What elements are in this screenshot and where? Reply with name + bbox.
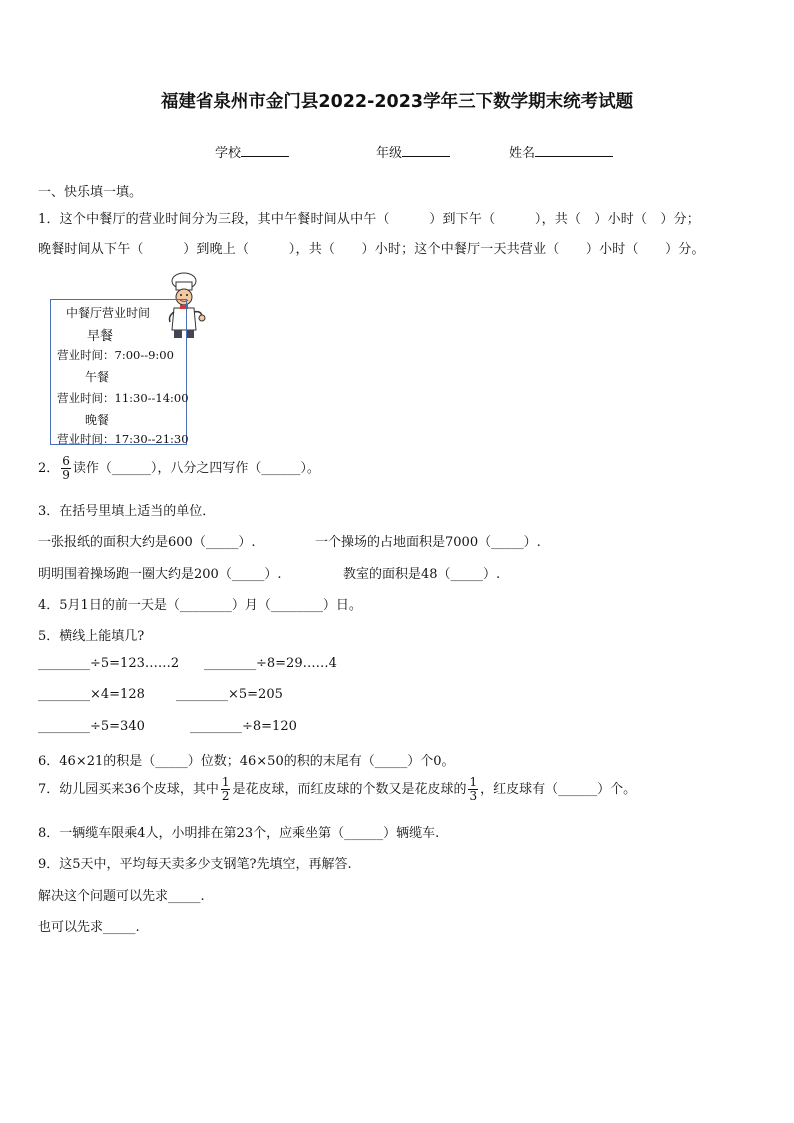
question-2-text: 读作（______），八分之四写作（______）。 xyxy=(72,461,320,476)
question-5-a: ________÷5=123……2 xyxy=(38,656,180,671)
question-6: 6．46×21的积是（_____）位数；46×50的积的末尾有（_____）个0。 xyxy=(38,754,455,769)
grade-field[interactable] xyxy=(376,142,450,161)
hours-table xyxy=(50,299,187,445)
dinner-time: 营业时间：17:30--21:30 xyxy=(57,432,189,446)
question-2 xyxy=(38,455,320,482)
question-3-d: 教室的面积是48（_____）. xyxy=(343,567,501,582)
question-9-heading: 9．这5天中，平均每天卖多少支钢笔?先填空，再解答. xyxy=(38,857,352,872)
question-5-heading: 5．横线上能填几? xyxy=(38,629,145,644)
fraction-one-third xyxy=(468,776,478,803)
breakfast-time: 营业时间：7:00--9:00 xyxy=(57,348,174,362)
question-2-number: 2． xyxy=(38,461,60,476)
question-5-b: ________÷8=29……4 xyxy=(204,656,337,671)
fraction-numerator: 6 xyxy=(62,454,70,468)
page-title: 福建省泉州市金门县2022-2023学年三下数学期末统考试题 xyxy=(160,92,634,112)
lunch-time: 营业时间：11:30--14:00 xyxy=(57,391,189,405)
school-label: 学校 xyxy=(215,146,242,161)
question-7-part-a: 7．幼儿园买来36个皮球，其中 xyxy=(38,782,219,797)
question-4: 4．5月1日的前一天是（________）月（________）日。 xyxy=(38,598,362,613)
school-field[interactable] xyxy=(215,142,289,161)
fraction-numerator: 1 xyxy=(469,775,478,789)
question-9-b: 也可以先求_____. xyxy=(38,920,140,935)
name-label: 姓名 xyxy=(509,146,536,161)
fraction-denominator: 3 xyxy=(469,789,478,803)
question-5-d: ________×5=205 xyxy=(176,687,283,702)
fraction-denominator: 9 xyxy=(62,468,70,482)
fraction-numerator: 1 xyxy=(221,775,230,789)
question-1-line-2: 晚餐时间从下午（ ）到晚上（ ），共（ ）小时；这个中餐厅一天共营业（ ）小时（ ）分。 xyxy=(38,242,705,257)
fraction-one-half xyxy=(221,776,231,803)
question-7 xyxy=(38,776,636,803)
question-3-heading: 3．在括号里填上适当的单位． xyxy=(38,504,216,519)
name-field[interactable] xyxy=(509,142,613,161)
question-8: 8．一辆缆车限乘4人，小明排在第23个，应乘坐第（______）辆缆车. xyxy=(38,826,440,841)
breakfast-label: 早餐 xyxy=(87,329,114,344)
question-5-c: ________×4=128 xyxy=(38,687,145,702)
hours-heading: 中餐厅营业时间 xyxy=(66,306,151,320)
lunch-label: 午餐 xyxy=(85,370,110,384)
question-1-line-1: 1．这个中餐厅的营业时间分为三段，其中午餐时间从中午（ ）到下午（ ），共（ ）小时（ ）分； xyxy=(38,212,700,227)
question-5-f: ________÷8=120 xyxy=(190,719,297,734)
fraction-six-ninths xyxy=(61,455,71,482)
dinner-label: 晚餐 xyxy=(85,413,110,427)
grade-blank[interactable] xyxy=(402,143,450,157)
question-3-c: 明明围着操场跑一圈大约是200（_____）. xyxy=(38,567,282,582)
school-blank[interactable] xyxy=(241,143,289,157)
name-blank[interactable] xyxy=(535,143,613,157)
question-5-e: ________÷5=340 xyxy=(38,719,145,734)
question-7-part-b: 是花皮球，而红皮球的个数又是花皮球的 xyxy=(232,782,467,797)
question-3-b: 一个操场的占地面积是7000（_____）. xyxy=(315,535,541,550)
question-9-a: 解决这个问题可以先求_____. xyxy=(38,889,205,904)
grade-label: 年级 xyxy=(376,146,403,161)
question-3-a: 一张报纸的面积大约是600（_____）. xyxy=(38,535,256,550)
question-7-part-c: ，红皮球有（______）个。 xyxy=(480,782,637,797)
section-heading: 一、快乐填一填。 xyxy=(38,185,143,200)
fraction-denominator: 2 xyxy=(221,789,230,803)
